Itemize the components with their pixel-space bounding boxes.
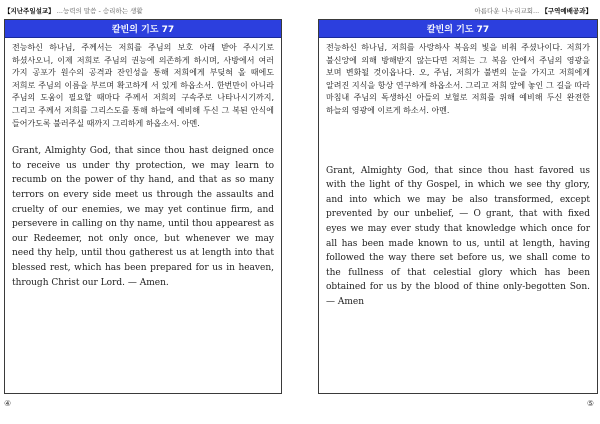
left-page-number: ④ [4, 399, 12, 408]
left-header-subtitle: ...능력의 말씀 - 승리하는 생활 [56, 7, 143, 15]
left-prayer-frame [4, 19, 282, 394]
left-prayer-body [5, 38, 281, 290]
right-running-header [474, 6, 592, 15]
right-prayer-body [319, 38, 597, 310]
left-korean-prayer: 전능하신 하나님, 주께서는 저희를 주님의 보호 아래 받아 주시기로 하셨사오니, 이제 저희로 주님의 권능에 의존하게 하시며, 사방에서 여러 가지 공포가 원수의 공격과 잔인성을 통해 저희에게 부딪혀 올 때에도 저희로 주님의 이름을 부르며 확고하게 서 있게 하옵소서. 한번만이 아니라 주님의 도움이 필요할 때마다 주께서 저희의 구속주로 나타나시기까지, 그리고 주께서 저희를 그리스도를 통해 하늘에 예비해 두신 그 복된 안식에 들어가도록 불러주실 때까지 그리하게 하옵소서. 아멘. [12, 43, 274, 128]
right-header-subtitle: 아름다운 나누리교회... [474, 7, 540, 15]
left-english-prayer: Grant, Almighty God, that since thou hast deigned once to receive us under thy protection, we may learn to recumb on the power of thy hand, and that as so many terrors on every side meet us through the assaults and cruelty of our enemies, we may yet continue firm, and persevere in calling on thy name, until thou appearest as our Redeemer, not only once, but whenever we may need thy help, until thou gatherest us at length into that blessed rest, which has been prepared for us in heaven, through Christ our Lord. — Amen. [12, 146, 274, 288]
left-header-label: 【지난주일설교】 [4, 7, 55, 15]
right-korean-prayer: 전능하신 하나님, 저희를 사랑하사 복음의 빛을 비춰 주셨나이다. 저희가 불신앙에 의해 방해받지 않는다면 저희는 그 복음 안에서 주님의 영광을 보며 변화될 것이옵나다. 오, 주님, 저희가 불변의 눈을 가지고 저희에게 알려진 지식을 항상 연구하게 하옵소서. 그리고 저희 앞에 놓인 그 길을 따라 마침내 주님의 독생하신 아들의 보혈로 저희를 위해 예비해 두신 완전한 하늘의 영광에 이르게 하소서. 아멘. [326, 43, 590, 115]
right-english-prayer: Grant, Almighty God, that since thou hast favored us with the light of thy Gospel, in which we see thy glory, and into which we may be also transformed, except prevented by our unbelief, — O grant, that with fixed eyes we may ever study that knowledge which once for all has been made known to us, until at length, having followed the way there set before us, we shall come to the fullness of that celestial glory which has been obtained for us by the blood of thine only-begotten Son. — Amen [326, 165, 590, 307]
left-page [0, 0, 284, 424]
right-page [316, 0, 600, 424]
right-page-number: ⑤ [586, 399, 594, 408]
left-running-header [4, 6, 143, 15]
right-prayer-title: 칼빈의 기도 77 [319, 20, 597, 38]
right-prayer-frame [318, 19, 598, 394]
left-prayer-title: 칼빈의 기도 77 [5, 20, 281, 38]
right-header-label: 【구역예배공과】 [541, 7, 592, 15]
